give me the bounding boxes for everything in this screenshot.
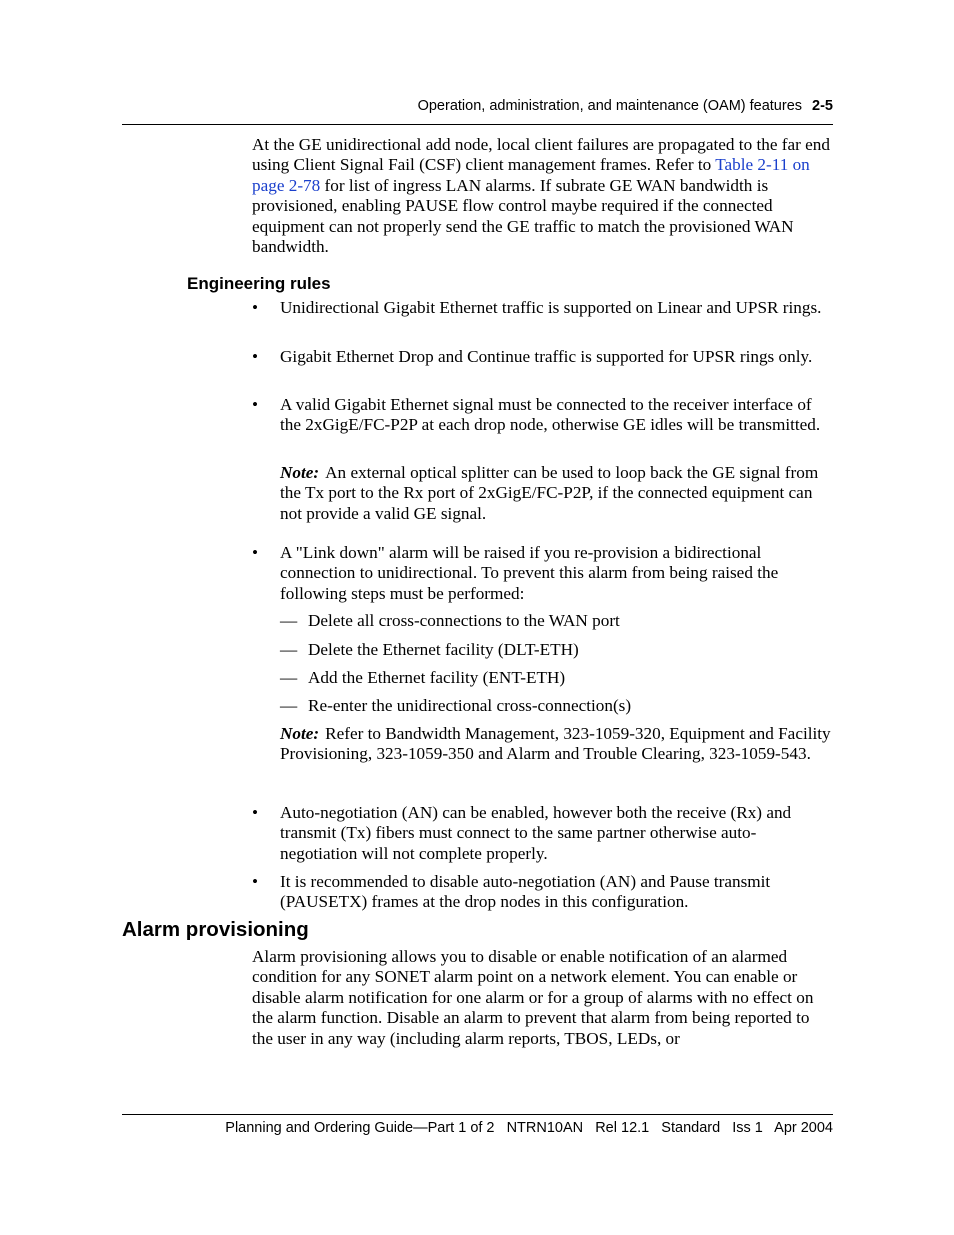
note-text: Refer to Bandwidth Management, 323-1059-320, Equipment and Facility Provisioning, 323-1059-350 and Alarm and Trouble Clearing, 323-1059-543.: [280, 724, 831, 764]
note-optical-splitter: [280, 463, 834, 524]
footer-rule: [122, 1114, 833, 1115]
note-text: An external optical splitter can be used to loop back the GE signal from the Tx port to the Rx port of 2xGigE/FC-P2P, if the connected equipment can not provide a valid GE signal.: [280, 463, 819, 523]
step-text: Delete all cross-connections to the WAN port: [308, 611, 620, 630]
footer-text: Planning and Ordering Guide—Part 1 of 2 NTRN10AN Rel 12.1 Standard Iss 1 Apr 2004: [225, 1120, 833, 1136]
alarm-provisioning-paragraph: Alarm provisioning allows you to disable or enable notification of an alarmed condition for any SONET alarm point on a network element. You can enable or disable alarm notification for one alarm or for a group of alarms with no effect on the alarm function. Disable an alarm to prevent that alarm from being reported to the user in any way (including alarm reports, TBOS, LEDs, or: [252, 947, 814, 1048]
list-item-text: Gigabit Ethernet Drop and Continue traffic is supported for UPSR rings only.: [280, 347, 813, 366]
running-footer: [122, 1120, 833, 1140]
table-reference-link[interactable]: Table 2-11 on page 2-78: [252, 155, 810, 195]
note-label: Note:: [280, 463, 320, 482]
dash-mark: —: [280, 640, 298, 659]
dash-mark: —: [280, 611, 298, 630]
bullet-mark: •: [252, 395, 259, 414]
bullet-mark: •: [252, 872, 259, 891]
bullet-mark: •: [252, 347, 259, 366]
header-section-title: Operation, administration, and maintenance (OAM) features: [417, 98, 803, 114]
list-item-text: Auto-negotiation (AN) can be enabled, however both the receive (Rx) and transmit (Tx) fibers must connect to the same partner otherwise auto-negotiation will not complete properly.: [280, 803, 792, 863]
intro-paragraph: At the GE unidirectional add node, local client failures are propagated to the far end using Client Signal Fail (CSF) client management frames. Refer to Table 2-11 on page 2-78 for list of ingress LAN alarms. If subrate GE WAN bandwidth is provisioned, enabling PAUSE flow control maybe required if the connected equipment can not properly send the GE traffic to match the provisioned WAN bandwidth.: [252, 135, 830, 257]
running-header: [122, 98, 833, 118]
list-item-text: Unidirectional Gigabit Ethernet traffic is supported on Linear and UPSR rings.: [280, 298, 822, 317]
bullet-mark: •: [252, 543, 259, 562]
dash-mark: —: [280, 668, 298, 687]
step-text: Delete the Ethernet facility (DLT-ETH): [308, 640, 579, 659]
step-text: Add the Ethernet facility (ENT-ETH): [308, 668, 566, 687]
bullet-mark: •: [252, 298, 259, 317]
header-page-number: 2-5: [812, 98, 833, 114]
dash-mark: —: [280, 696, 298, 715]
note-references: [280, 724, 834, 765]
step-text: Re-enter the unidirectional cross-connection(s): [308, 696, 632, 715]
list-item-text: It is recommended to disable auto-negotiation (AN) and Pause transmit (PAUSETX) frames at the drop nodes in this configuration.: [280, 872, 771, 912]
list-item-text: A valid Gigabit Ethernet signal must be connected to the receiver interface of the 2xGigE/FC-P2P at each drop node, otherwise GE idles will be transmitted.: [280, 395, 821, 435]
header-rule: [122, 124, 833, 125]
alarm-provisioning-heading: Alarm provisioning: [122, 918, 309, 941]
note-label: Note:: [280, 724, 320, 743]
engineering-rules-heading: Engineering rules: [187, 274, 331, 293]
bullet-mark: •: [252, 803, 259, 822]
list-item-text: A "Link down" alarm will be raised if you re-provision a bidirectional connection to unidirectional. To prevent this alarm from being raised the following steps must be performed:: [280, 543, 779, 603]
